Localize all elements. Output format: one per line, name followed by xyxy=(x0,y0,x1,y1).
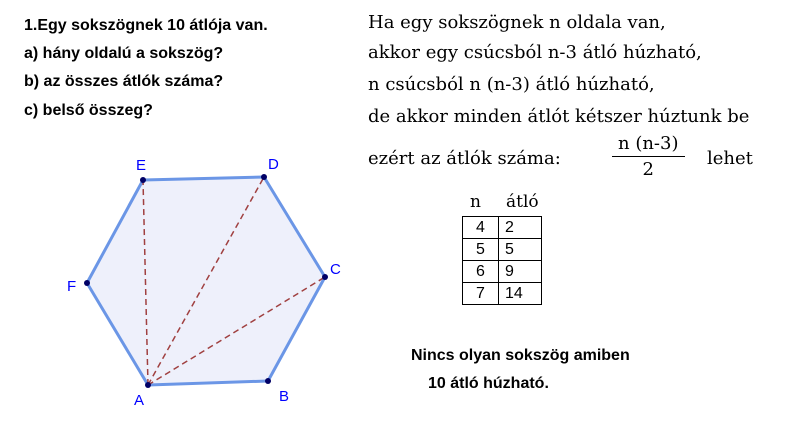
table-header-atlo: átló xyxy=(506,192,539,212)
conclusion-line-2: 10 átló húzható. xyxy=(428,375,549,392)
table-cell-diagonals: 14 xyxy=(499,283,542,305)
table-cell-n: 6 xyxy=(463,261,499,283)
explanation-line-5: ezért az átlók száma: xyxy=(368,148,561,169)
fraction-denominator: 2 xyxy=(642,159,654,180)
diagonals-table xyxy=(462,216,542,305)
table-cell-diagonals: 9 xyxy=(499,261,542,283)
question-a: a) hány oldalú a sokszög? xyxy=(24,45,224,62)
vertex-point-f xyxy=(84,280,90,286)
vertex-label-c: C xyxy=(330,261,341,278)
diagonal-count-fraction xyxy=(612,132,685,183)
vertex-label-b: B xyxy=(279,388,290,405)
vertex-label-d: D xyxy=(268,156,279,173)
fraction-numerator: n (n-3) xyxy=(612,132,685,157)
table-header-n: n xyxy=(470,192,481,212)
question-title: 1.Egy sokszögnek 10 átlója van. xyxy=(24,17,268,34)
vertex-label-a: A xyxy=(134,392,145,409)
vertex-point-b xyxy=(265,378,271,384)
explanation-line-5-end: lehet xyxy=(707,148,753,169)
explanation-line-2: akkor egy csúcsból n-3 átló húzható, xyxy=(368,42,702,63)
table-cell-n: 4 xyxy=(463,217,499,239)
question-c: c) belső összeg? xyxy=(24,102,153,119)
vertex-point-a xyxy=(145,382,151,388)
table-row xyxy=(463,261,542,283)
conclusion-line-1: Nincs olyan sokszög amiben xyxy=(411,347,630,364)
table-row xyxy=(463,239,542,261)
vertex-point-d xyxy=(261,174,267,180)
table-cell-n: 7 xyxy=(463,283,499,305)
explanation-line-4: de akkor minden átlót kétszer húztunk be xyxy=(368,106,750,127)
table-row xyxy=(463,217,542,239)
explanation-line-1: Ha egy sokszögnek n oldala van, xyxy=(368,12,666,33)
table-cell-diagonals: 2 xyxy=(499,217,542,239)
explanation-line-3: n csúcsból n (n-3) átló húzható, xyxy=(368,74,655,95)
table-cell-n: 5 xyxy=(463,239,499,261)
table-cell-diagonals: 5 xyxy=(499,239,542,261)
vertex-label-e: E xyxy=(136,157,147,174)
vertex-point-e xyxy=(140,177,146,183)
question-b: b) az összes átlók száma? xyxy=(24,73,224,90)
table-row xyxy=(463,283,542,305)
vertex-point-c xyxy=(322,274,328,280)
vertex-label-f: F xyxy=(67,278,77,295)
hexagon-shape xyxy=(87,177,325,385)
